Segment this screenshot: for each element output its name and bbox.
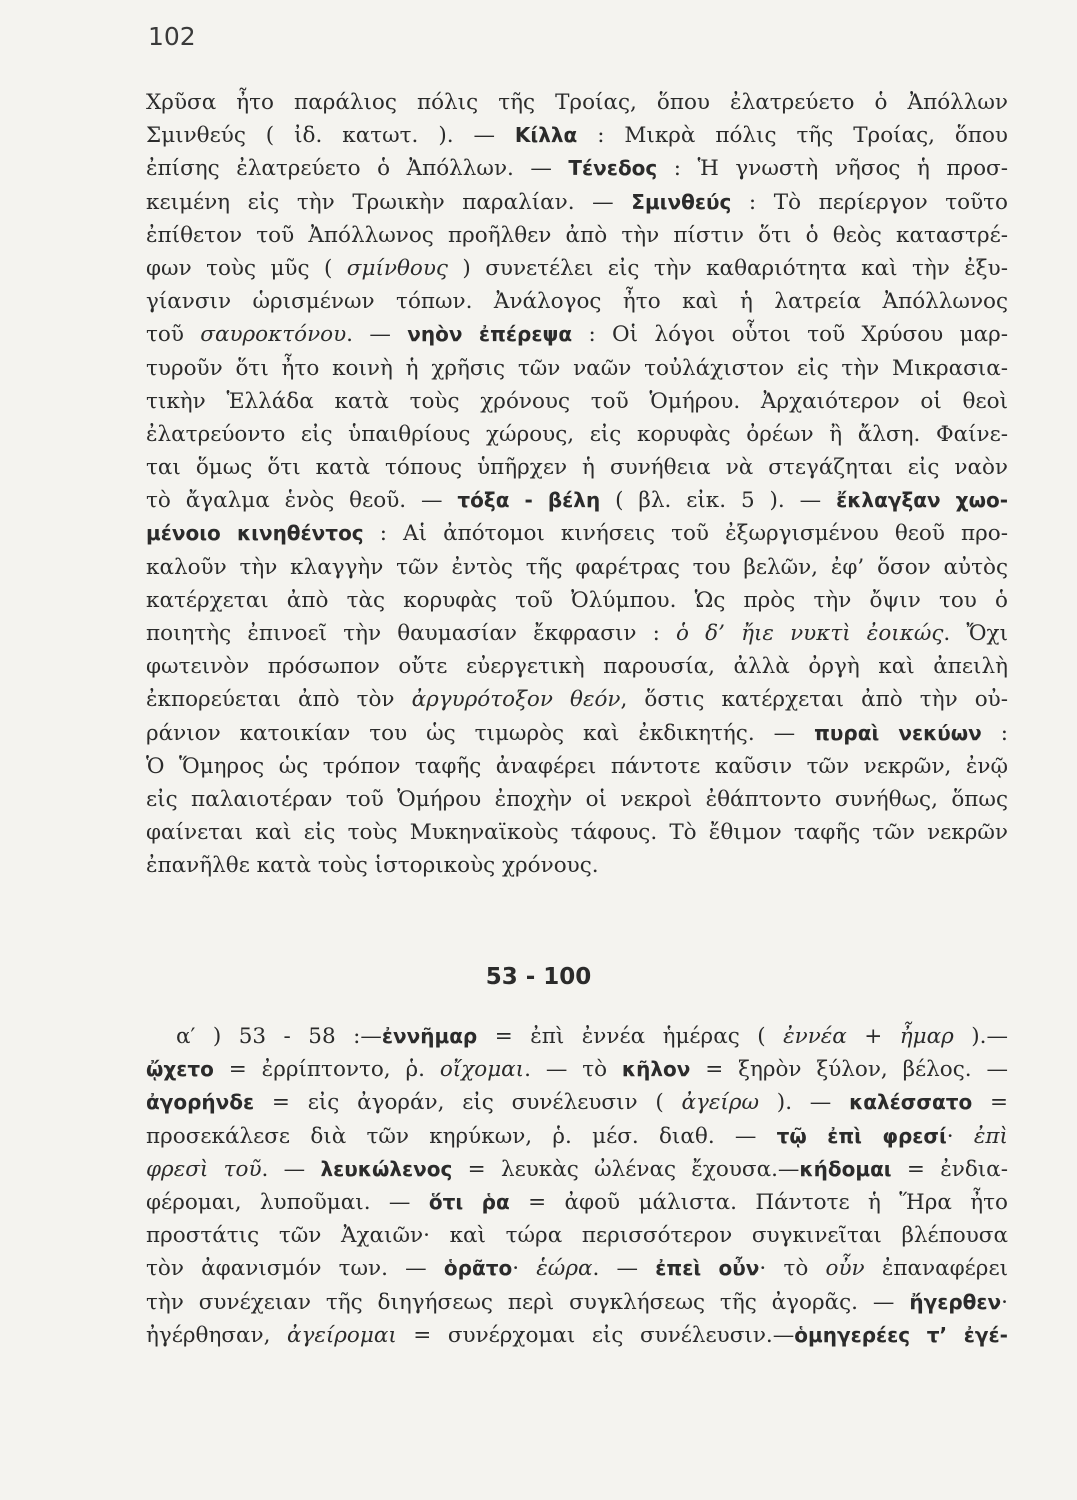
text-segment: κειμένη εἰς τὴν Τρωικὴν παραλίαν. — xyxy=(146,189,632,215)
text-segment: = εἰς ἀγοράν, εἰς συνέλευσιν ( xyxy=(254,1090,682,1116)
lemma-text: ᾤχετο xyxy=(146,1057,214,1082)
italic-text: ἀγείρω xyxy=(681,1090,760,1116)
lemma-text: ἐπεὶ οὖν xyxy=(655,1256,760,1281)
text-segment: ποιητὴς ἐπινοεῖ τὴν θαυμασίαν ἔκφρασιν : xyxy=(146,621,677,646)
text-segment: α′ ) 53 - 58 :— xyxy=(176,1024,382,1049)
italic-text: ἐπὶ xyxy=(973,1123,1008,1149)
text-line xyxy=(146,584,1008,617)
lemma-text: ἐννῆμαρ xyxy=(381,1024,478,1048)
text-segment: τὸν ἀφανισμόν των. — xyxy=(146,1256,444,1282)
text-line xyxy=(146,517,1008,550)
text-segment: = ἐνδια- xyxy=(891,1156,1008,1182)
italic-text: ἐννέα + ἦμαρ xyxy=(783,1024,954,1049)
text-segment: = ἐρρίπτοντο, ῥ. xyxy=(213,1057,440,1083)
text-segment: καλοῦν τὴν κλαγγὴν τῶν ἐντὸς τῆς φαρέτρας του βελῶν, ἐφ’ ὅσον αὐτὸς xyxy=(146,554,1008,580)
text-segment: : Μικρὰ πόλις τῆς Τροίας, ὅπου xyxy=(577,123,1008,149)
lemma-text: τόξα - βέλη xyxy=(457,488,601,513)
text-segment: · xyxy=(1001,1289,1008,1315)
text-segment: προστάτις τῶν Ἀχαιῶν· καὶ τώρα περισσότερον συγκινεῖται βλέπουσα xyxy=(146,1223,1008,1249)
text-line xyxy=(146,1020,1008,1053)
text-line xyxy=(146,418,1008,451)
text-segment: ἐπανῆλθε κατὰ τοὺς ἱστορικοὺς χρόνους. xyxy=(146,853,599,879)
text-line xyxy=(146,1286,1008,1319)
text-line xyxy=(146,816,1008,849)
text-segment: . — xyxy=(592,1256,656,1282)
text-segment: ἐπίσης ἐλατρεύετο ὁ Ἀπόλλων. — xyxy=(146,156,569,182)
text-line xyxy=(146,750,1008,783)
text-segment: προσεκάλεσε διὰ τῶν κηρύκων, ῥ. μέσ. διαθ. — xyxy=(146,1123,777,1149)
text-line xyxy=(146,252,1008,285)
italic-text: οἴχομαι xyxy=(439,1057,525,1083)
lemma-text: λευκώλενος xyxy=(320,1156,453,1181)
text-segment: τοῦ xyxy=(146,322,201,348)
text-line xyxy=(146,285,1008,318)
italic-text: ἑώρα xyxy=(536,1256,593,1282)
page-number: 102 xyxy=(148,22,196,51)
text-segment: ται ὅμως ὅτι κατὰ τόπους ὑπῆρχεν ἡ συνήθεια νὰ στεγάζηται εἰς ναὸν xyxy=(146,455,1008,481)
text-segment: = ἐπὶ ἐννέα ἡμέρας ( xyxy=(477,1024,784,1049)
text-line xyxy=(146,1086,1008,1119)
text-line xyxy=(146,186,1008,219)
text-segment: κατέρχεται ἀπὸ τὰς κορυφὰς τοῦ Ὀλύμπου. Ὡς πρὸς τὴν ὄψιν του ὁ xyxy=(146,587,1008,613)
lemma-text: ἔκλαγξαν χωο- xyxy=(836,488,1008,513)
text-segment: . — xyxy=(261,1156,321,1182)
text-line xyxy=(146,1319,1008,1352)
section-heading: 53 - 100 xyxy=(485,964,592,990)
italic-text: ἀγείρομαι xyxy=(286,1322,397,1348)
text-segment: ). — xyxy=(759,1090,850,1116)
text-segment: Χρῦσα ἦτο παράλιος πόλις τῆς Τροίας, ὅπου ἐλατρεύετο ὁ Ἀπόλλων xyxy=(146,90,1008,115)
text-line xyxy=(146,1153,1008,1186)
text-segment: τυροῦν ὅτι ἦτο κοινὴ ἡ χρῆσις τῶν ναῶν τοὐλάχιστον εἰς τὴν Μικρασια- xyxy=(146,355,1008,381)
text-segment: γίανσιν ὡρισμένων τόπων. Ἀνάλογος ἦτο καὶ ἡ λατρεία Ἀπόλλωνος xyxy=(146,289,1008,315)
text-segment: . — xyxy=(346,322,408,348)
lemma-text: Σμινθεύς xyxy=(631,189,732,214)
text-line xyxy=(146,385,1008,418)
text-line xyxy=(146,617,1008,650)
text-segment: φέρομαι, λυποῦμαι. — xyxy=(146,1189,429,1215)
lemma-text: Κίλλα xyxy=(514,123,578,148)
text-segment: = λευκὰς ὠλένας ἔχουσα.— xyxy=(452,1156,800,1182)
text-segment: = xyxy=(972,1090,1008,1116)
text-line xyxy=(146,119,1008,152)
text-segment: τικὴν Ἑλλάδα κατὰ τοὺς χρόνους τοῦ Ὁμήρου. Ἀρχαιότερον οἱ θεοὶ xyxy=(146,388,1008,414)
lemma-text: καλέσσατο xyxy=(849,1090,973,1115)
text-segment: ράνιον κατοικίαν του ὡς τιμωρὸς καὶ ἐκδικητής. — xyxy=(146,720,815,746)
text-segment: εἰς παλαιοτέραν τοῦ Ὁμήρου ἐποχὴν οἱ νεκροὶ ἐθάπτοντο συνήθως, ὅπως xyxy=(146,786,1008,812)
text-segment: . Ὄχι xyxy=(943,621,1009,646)
text-line xyxy=(146,783,1008,816)
text-segment: = συνέρχομαι εἰς συνέλευσιν.— xyxy=(396,1322,795,1348)
italic-text: φρεσὶ τοῦ xyxy=(146,1156,262,1182)
text-segment: ἠγέρθησαν, xyxy=(146,1322,287,1348)
text-line xyxy=(146,650,1008,683)
text-segment: : Οἱ λόγοι οὗτοι τοῦ Χρύσου μαρ- xyxy=(572,322,1008,348)
text-segment: φων τοὺς μῦς ( xyxy=(146,255,347,281)
lemma-text: νηὸν ἐπέρεψα xyxy=(407,322,573,347)
text-line xyxy=(146,152,1008,185)
text-segment: Σμινθεύς ( ἰδ. κατωτ. ). — xyxy=(146,123,515,149)
text-segment: ἐκπορεύεται ἀπὸ τὸν xyxy=(146,687,412,713)
text-segment: , ὅστις κατέρχεται ἀπὸ τὴν οὐ- xyxy=(620,687,1008,713)
text-line xyxy=(146,484,1008,517)
lemma-text: Τένεδος xyxy=(568,156,658,181)
lemma-text: κῆλον xyxy=(621,1057,691,1082)
text-segment: : Ἡ γνωστὴ νῆσος ἡ προσ- xyxy=(657,156,1008,182)
text-segment: ).— xyxy=(953,1024,1008,1049)
text-line xyxy=(146,1120,1008,1153)
text-segment: = ἀφοῦ μάλιστα. Πάντοτε ἡ Ἥρα ἦτο xyxy=(509,1189,1008,1215)
text-line xyxy=(146,717,1008,750)
italic-text: σμίνθους xyxy=(346,255,448,281)
text-segment: : Τὸ περίεργον τοῦτο xyxy=(731,189,1008,215)
text-line xyxy=(146,683,1008,716)
lemma-text: ὁρᾶτο xyxy=(443,1256,513,1281)
text-line xyxy=(146,1252,1008,1285)
italic-text: οὖν xyxy=(825,1256,865,1282)
commentary-paragraph-53-100 xyxy=(146,1020,1008,1352)
text-segment: ἐλατρεύοντο εἰς ὑπαιθρίους χώρους, εἰς κορυφὰς ὀρέων ἢ ἄλση. Φαίνε- xyxy=(146,421,1008,447)
text-line xyxy=(146,219,1008,252)
lemma-text: κήδομαι xyxy=(799,1156,892,1181)
lemma-text: πυραὶ νεκύων xyxy=(814,720,982,745)
lemma-text: τῷ ἐπὶ φρεσί xyxy=(776,1123,947,1148)
lemma-text: ἀγορήνδε xyxy=(146,1090,255,1115)
text-line xyxy=(146,1053,1008,1086)
text-line xyxy=(146,318,1008,351)
lemma-text: ἤγερθεν xyxy=(909,1289,1002,1314)
text-line xyxy=(146,551,1008,584)
text-segment: ἐπίθετον τοῦ Ἀπόλλωνος προῆλθεν ἀπὸ τὴν πίστιν ὅτι ὁ θεὸς καταστρέ- xyxy=(146,222,1008,248)
text-line xyxy=(146,451,1008,484)
text-segment: · xyxy=(946,1123,974,1149)
text-line xyxy=(146,849,1008,882)
text-segment: ἐπαναφέρει xyxy=(864,1256,1009,1282)
italic-text: ἀργυρότοξον θεόν xyxy=(411,687,621,713)
text-segment: τὴν συνέχειαν τῆς διηγήσεως περὶ συγκλήσεως τῆς ἀγορᾶς. — xyxy=(146,1289,910,1315)
text-segment: : Αἱ ἀπότομοι κινήσεις τοῦ ἐξωργισμένου θεοῦ προ- xyxy=(363,521,1008,547)
text-segment: · τὸ xyxy=(759,1256,826,1282)
commentary-paragraph xyxy=(146,86,1008,883)
text-segment: τὸ ἄγαλμα ἑνὸς θεοῦ. — xyxy=(146,488,458,514)
text-line xyxy=(146,86,1008,119)
text-segment: ) συνετέλει εἰς τὴν καθαριότητα καὶ τὴν ἐξυ- xyxy=(447,255,1008,281)
text-segment: : xyxy=(981,720,1009,746)
text-line xyxy=(146,1186,1008,1219)
text-line xyxy=(146,1219,1008,1252)
text-segment: Ὁ Ὅμηρος ὡς τρόπον ταφῆς ἀναφέρει πάντοτε καῦσιν τῶν νεκρῶν, ἐνῷ xyxy=(146,753,1008,779)
lemma-text: μένοιο κινηθέντος xyxy=(146,521,364,546)
text-segment: ( βλ. εἰκ. 5 ). — xyxy=(600,488,837,514)
text-segment: φωτεινὸν πρόσωπον οὔτε εὐεργετικὴ παρουσία, ἀλλὰ ὀργὴ καὶ ἀπειλὴ xyxy=(146,654,1008,680)
lemma-text: ὅτι ῥα xyxy=(428,1189,510,1214)
italic-text: σαυροκτόνου xyxy=(200,322,347,348)
text-segment: = ξηρὸν ξύλον, βέλος. — xyxy=(690,1057,1008,1083)
text-segment: . — τὸ xyxy=(524,1057,622,1083)
text-segment: φαίνεται καὶ εἰς τοὺς Μυκηναϊκοὺς τάφους. Τὸ ἔθιμον ταφῆς τῶν νεκρῶν xyxy=(146,820,1008,846)
italic-text: ὁ δ’ ἤιε νυκτὶ ἐοικώς xyxy=(676,621,944,646)
text-segment: · xyxy=(512,1256,537,1282)
lemma-text: ὁμηγερέες τ’ ἐγέ- xyxy=(794,1322,1008,1347)
text-line xyxy=(146,352,1008,385)
